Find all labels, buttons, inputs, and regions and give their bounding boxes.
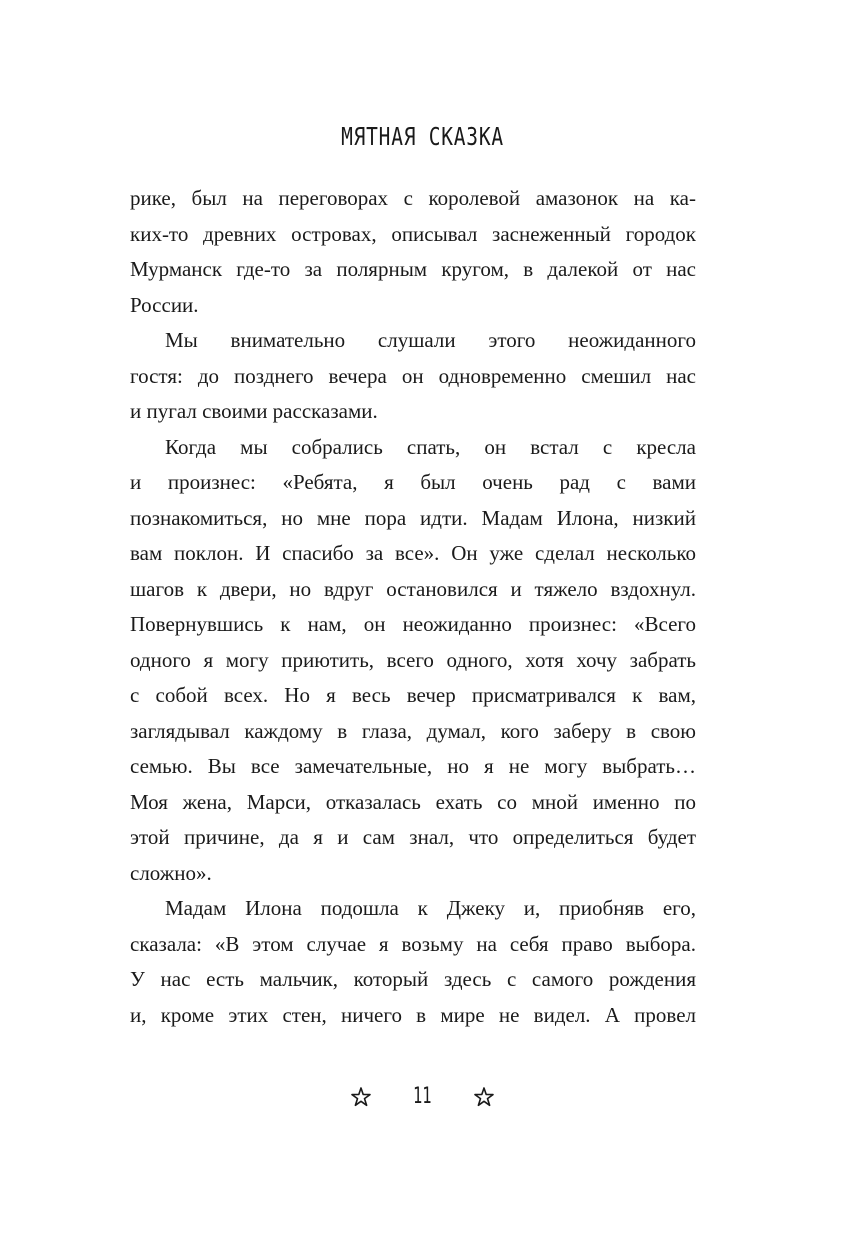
- text-line: Мы внимательно слушали этого неожиданного: [165, 328, 696, 352]
- text-line: и произнес: «Ребята, я был очень рад с вами: [130, 470, 696, 494]
- text-line: Когда мы собрались спать, он встал с кресла: [165, 434, 696, 459]
- text-line: вам поклон. И спасибо за все». Он уже сделал несколько: [130, 541, 696, 565]
- text-line: познакомиться, но мне пора идти. Мадам Илона, низкий: [130, 505, 696, 530]
- text-line: ких-то древних островах, описывал заснеженный городок: [130, 221, 696, 246]
- paragraph: [130, 181, 696, 323]
- text-line: семью. Вы все замечательные, но я не могу выбрать…: [130, 754, 696, 778]
- paragraph: [130, 430, 696, 892]
- running-head: МЯТНАЯ СКАЗКА: [341, 122, 504, 151]
- text-line: и пугал своими рассказами.: [130, 399, 378, 423]
- text-line: сказала: «В этом случае я возьму на себя право выбора.: [130, 931, 696, 956]
- text-line: сложно».: [130, 860, 212, 885]
- text-line: России.: [130, 292, 199, 317]
- text-line: одного я могу приютить, всего одного, хотя хочу забрать: [130, 647, 696, 672]
- star-icon: [351, 1087, 371, 1107]
- text-line: и, кроме этих стен, ничего в мире не видел. А провел: [130, 1002, 696, 1027]
- paragraph: [130, 891, 696, 1033]
- text-line: рике, был на переговорах с королевой амазонок на ка-: [130, 186, 696, 210]
- page-number: 11: [413, 1084, 432, 1109]
- body-text: [130, 181, 696, 1033]
- text-line: Мурманск где-то за полярным кругом, в далекой от нас: [130, 257, 696, 281]
- text-line: Моя жена, Марси, отказалась ехать со мной именно по: [130, 789, 696, 814]
- text-line: У нас есть мальчик, который здесь с самого рождения: [130, 967, 696, 991]
- text-line: шагов к двери, но вдруг остановился и тяжело вздохнул.: [130, 576, 696, 601]
- text-line: с собой всех. Но я весь вечер присматривался к вам,: [130, 683, 696, 707]
- paragraph: [130, 323, 696, 430]
- text-line: заглядывал каждому в глаза, думал, кого заберу в свою: [130, 718, 696, 743]
- star-icon: [474, 1087, 494, 1107]
- text-line: этой причине, да я и сам знал, что определиться будет: [130, 825, 696, 849]
- text-line: Повернувшись к нам, он неожиданно произнес: «Всего: [130, 612, 696, 636]
- text-line: Мадам Илона подошла к Джеку и, приобняв его,: [165, 896, 696, 920]
- text-line: гостя: до позднего вечера он одновременно смешил нас: [130, 363, 696, 388]
- page-footer: [0, 1084, 845, 1109]
